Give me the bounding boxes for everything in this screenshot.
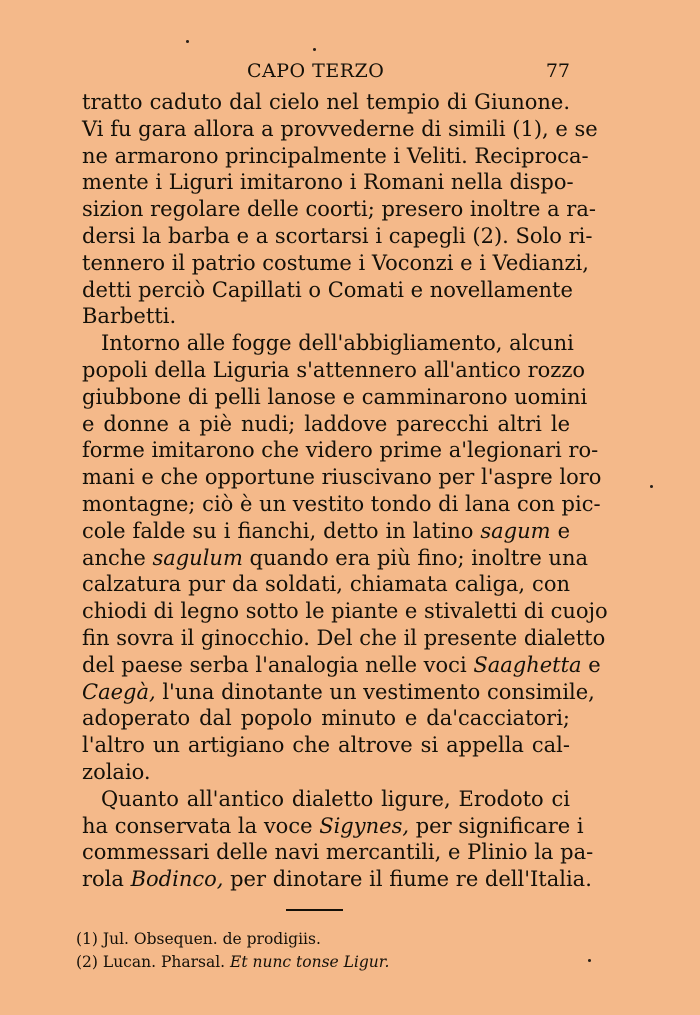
text-line xyxy=(82,866,592,893)
text-run: anche xyxy=(82,545,153,570)
text-line: zolaio. xyxy=(82,759,151,784)
text-line: ne armarono principalmente i Veliti. Reciproca- xyxy=(82,143,589,168)
text-line xyxy=(82,518,570,545)
text-run: del paese serba l'analogia nelle voci xyxy=(82,652,474,677)
text-line: fin sovra il ginocchio. Del che il presente dialetto xyxy=(82,625,606,650)
text-run: per significare i xyxy=(409,813,584,838)
latin-term: sagum xyxy=(480,518,551,543)
greek-term: Sigynes, xyxy=(319,813,410,838)
text-line: Vi fu gara allora a provvederne di simili (1), e se xyxy=(82,116,598,141)
print-speck xyxy=(650,485,653,488)
dialect-term: Caegà, xyxy=(82,679,156,704)
text-run: quando era più fino; inoltre una xyxy=(242,545,589,570)
text-line: Barbetti. xyxy=(82,304,177,329)
text-line: chiodi di legno sotto le piante e stivaletti di cuojo xyxy=(82,599,608,624)
body-text xyxy=(82,89,608,893)
text-run: e xyxy=(550,518,570,543)
footnote-2 xyxy=(76,951,556,974)
footnotes xyxy=(76,928,556,974)
paragraph-3 xyxy=(82,786,594,893)
footnote-mark: (2) xyxy=(76,953,98,971)
footnote-mark: (1) xyxy=(76,930,98,948)
text-line: tennero il patrio costume i Voconzi e i Vedianzi, xyxy=(82,250,589,275)
text-line: l'altro un artigiano che altrove si appella cal- xyxy=(82,733,570,758)
text-line: sizion regolare delle coorti; presero inoltre a ra- xyxy=(82,197,596,222)
text-line: mani e che opportune riuscivano per l'aspre loro xyxy=(82,465,602,490)
text-line: montagne; ciò è un vestito tondo di lana con pic- xyxy=(82,491,601,516)
print-speck xyxy=(588,959,591,962)
paragraph-2 xyxy=(82,330,608,786)
text-run: cole falde su i fianchi, detto in latino xyxy=(82,518,481,543)
print-speck xyxy=(313,48,316,51)
text-run: per dinotare il fiume re dell'Italia. xyxy=(223,867,592,892)
text-line: detti perciò Capillati o Comati e novellamente xyxy=(82,277,573,302)
text-line xyxy=(82,679,595,706)
latin-term: sagulum xyxy=(152,545,243,570)
text-run: rola xyxy=(82,867,131,892)
text-line: mente i Liguri imitarono i Romani nella dispo- xyxy=(82,170,574,195)
page-number: 77 xyxy=(545,60,570,82)
text-line: forme imitarono che videro prime a'legionari ro- xyxy=(82,438,599,463)
footnote-1 xyxy=(76,928,556,951)
text-line: dersi la barba e a scortarsi i capegli (2). Solo ri- xyxy=(82,223,593,248)
text-line: e donne a piè nudi; laddove parecchi altri le xyxy=(82,411,570,436)
footnote-separator xyxy=(286,909,343,911)
text-line: adoperato dal popolo minuto e da'cacciatori; xyxy=(82,706,570,731)
text-run: l'una dinotante un vestimento consimile, xyxy=(155,679,595,704)
text-run: e xyxy=(581,652,601,677)
footnote-text: Jul. Obsequen. de prodigiis. xyxy=(102,930,321,948)
print-speck xyxy=(186,40,189,43)
dialect-term: Saaghetta xyxy=(473,652,582,677)
footnote-text: Lucan. Pharsal. xyxy=(102,953,231,971)
running-header xyxy=(82,60,570,88)
text-line: calzatura pur da soldati, chiamata caliga, con xyxy=(82,572,570,597)
text-line: commessari delle navi mercantili, e Plinio la pa- xyxy=(82,840,594,865)
chapter-title: CAPO TERZO xyxy=(247,60,385,82)
text-line: tratto caduto dal cielo nel tempio di Giunone. xyxy=(82,90,570,114)
text-line xyxy=(82,813,584,840)
text-line: giubbone di pelli lanose e camminarono uomini xyxy=(82,384,588,409)
text-line: Quanto all'antico dialetto ligure, Erodoto ci xyxy=(101,786,570,811)
text-line xyxy=(82,545,589,572)
text-run: ha conservata la voce xyxy=(82,813,320,838)
paragraph-1 xyxy=(82,89,598,330)
text-line: Intorno alle fogge dell'abbigliamento, alcuni xyxy=(101,331,574,356)
latin-term: Bodinco, xyxy=(130,867,224,892)
footnote-quote: Et nunc tonse Ligur. xyxy=(230,953,390,971)
text-line: popoli della Liguria s'attennero all'antico rozzo xyxy=(82,357,586,382)
text-line xyxy=(82,652,601,679)
